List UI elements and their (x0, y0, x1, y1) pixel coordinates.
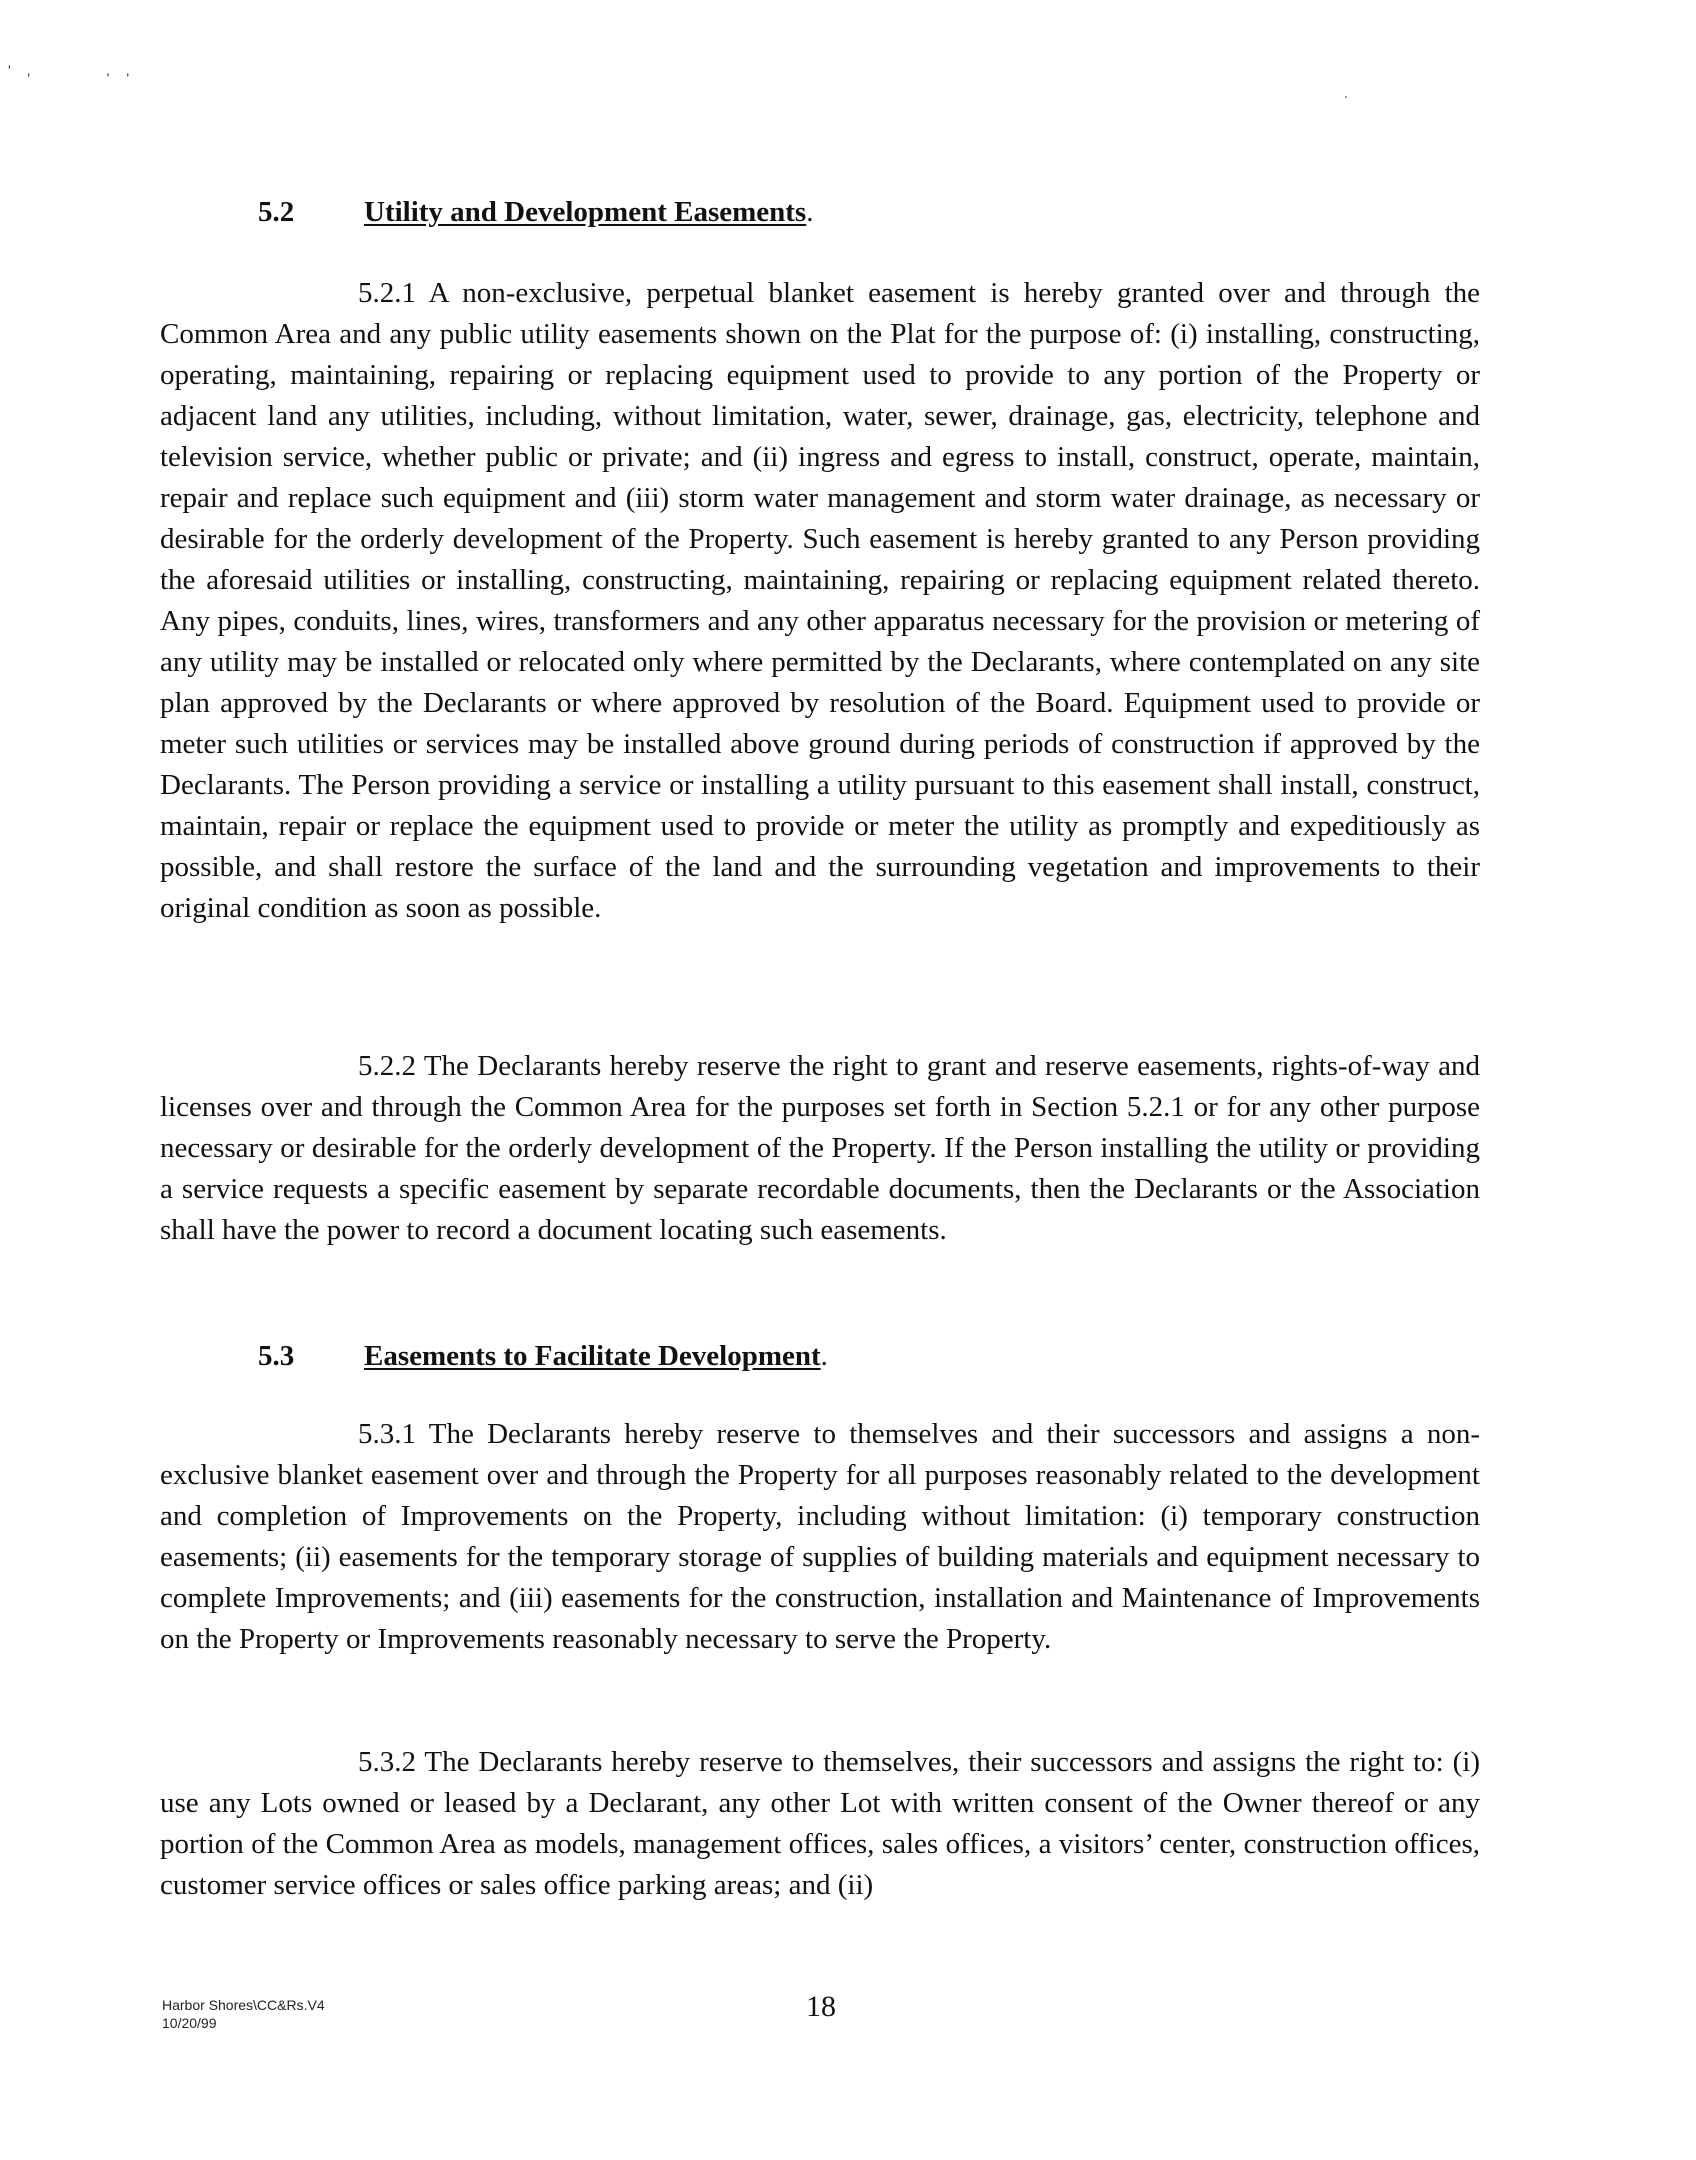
paragraph-5-2-1: 5.2.1 A non-exclusive, perpetual blanket easement is hereby granted over and through the Common Area and any public utility easements shown on the Plat for the purpose of: (i) installing, constructing, operating, maintaining, repairing or replacing equipment used to provide to any portion of the Property or adjacent land any utilities, including, without limitation, water, sewer, drainage, gas, electricity, telephone and television service, whether public or private; and (ii) ingress and egress to install, construct, operate, maintain, repair and replace such equipment and (iii) storm water management and storm water drainage, as necessary or desirable for the orderly development of the Property. Such easement is hereby granted to any Person providing the aforesaid utilities or installing, constructing, maintaining, repairing or replacing equipment related thereto. Any pipes, conduits, lines, wires, transformers and any other apparatus necessary for the provision or metering of any utility may be installed or relocated only where permitted by the Declarants, where contemplated on any site plan approved by the Declarants or where approved by resolution of the Board. Equipment used to provide or meter such utilities or services may be installed above ground during periods of construction if approved by the Declarants. The Person providing a service or installing a utility pursuant to this easement shall install, construct, maintain, repair or replace the equipment used to provide or meter the utility as promptly and expeditiously as possible, and shall restore the surface of the land and the surrounding vegetation and improvements to their original condition as soon as possible. (160, 277, 1480, 924)
scan-speck (1345, 96, 1347, 98)
section-number: 5.2 (258, 196, 295, 228)
footer-doc-ref: Harbor Shores\CC&Rs.V4 (162, 1997, 325, 2013)
section-title: Easements to Facilitate Development (364, 1340, 821, 1372)
section-number: 5.3 (258, 1340, 295, 1372)
section-title-period: . (820, 1340, 828, 1372)
section-title: Utility and Development Easements (364, 196, 807, 228)
footer-document-reference (162, 1996, 325, 2032)
scan-mark-right: , , (106, 62, 136, 78)
footer-date: 10/20/99 (162, 2015, 217, 2031)
paragraph-5-2-2: 5.2.2 The Declarants hereby reserve the right to grant and reserve easements, rights-of-way and licenses over and through the Common Area for the purposes set forth in Section 5.2.1 or for any other purpose necessary or desirable for the orderly development of the Property. If the Person installing the utility or providing a service requests a specific easement by separate recordable documents, then the Declarants or the Association shall have the power to record a document locating such easements. (160, 1050, 1480, 1246)
paragraph-5-3-1: 5.3.1 The Declarants hereby reserve to themselves and their successors and assigns a non-exclusive blanket easement over and through the Property for all purposes reasonably related to the development and completion of Improvements on the Property, including without limitation: (i) temporary construction easements; (ii) easements for the temporary storage of supplies of building materials and equipment necessary to complete Improvements; and (iii) easements for the construction, installation and Maintenance of Improvements on the Property or Improvements reasonably necessary to serve the Property. (160, 1418, 1480, 1655)
section-heading-5-2 (258, 198, 813, 227)
section-title-period: . (806, 196, 814, 228)
section-heading-5-3 (258, 1342, 828, 1371)
page-number: 18 (806, 1990, 836, 2023)
paragraph-5-3-2: 5.3.2 The Declarants hereby reserve to themselves, their successors and assigns the right to: (i) use any Lots owned or leased by a Declarant, any other Lot with written consent of the Owner thereof or any portion of the Common Area as models, management offices, sales offices, a visitors’ center, construction offices, customer service offices or sales office parking areas; and (ii) (160, 1746, 1480, 1901)
scan-mark-left: ' , (8, 62, 37, 78)
